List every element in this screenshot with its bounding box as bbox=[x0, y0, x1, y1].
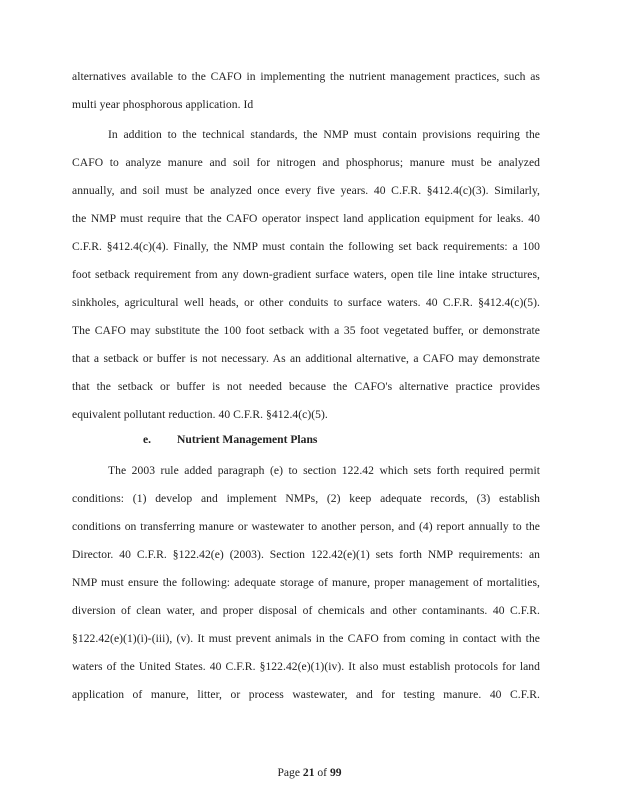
paragraph-line: §122.42(e)(1)(i)-(iii), (v). It must prevent animals in the CAFO from coming in contact with the bbox=[72, 632, 540, 645]
paragraph-line: multi year phosphorous application. Id bbox=[72, 98, 254, 111]
paragraph-line: alternatives available to the CAFO in implementing the nutrient management practices, such as bbox=[72, 70, 540, 83]
current-page-number: 21 bbox=[302, 766, 315, 779]
paragraph-line: sinkholes, agricultural well heads, or other conduits to surface waters. 40 C.F.R. §412.4(c)(5). bbox=[72, 296, 540, 309]
paragraph-line: CAFO to analyze manure and soil for nitrogen and phosphorus; manure must be analyzed bbox=[72, 156, 540, 169]
section-heading-title: Nutrient Management Plans bbox=[177, 433, 318, 446]
total-page-count: 99 bbox=[329, 766, 342, 779]
paragraph-line: Director. 40 C.F.R. §122.42(e) (2003). Section 122.42(e)(1) sets forth NMP requirements: an bbox=[72, 548, 540, 561]
paragraph-line: C.F.R. §412.4(c)(4). Finally, the NMP must contain the following set back requirements: a 100 bbox=[72, 240, 540, 253]
paragraph-line: conditions: (1) develop and implement NMPs, (2) keep adequate records, (3) establish bbox=[72, 492, 540, 505]
paragraph-line: In addition to the technical standards, the NMP must contain provisions requiring the bbox=[108, 128, 540, 141]
paragraph-line: waters of the United States. 40 C.F.R. §122.42(e)(1)(iv). It also must establish protocols for land bbox=[72, 660, 540, 673]
page-of-label: of bbox=[314, 766, 330, 779]
paragraph-line: The CAFO may substitute the 100 foot setback with a 35 foot vegetated buffer, or demonstrate bbox=[72, 324, 540, 337]
paragraph-line: that the setback or buffer is not needed because the CAFO's alternative practice provides bbox=[72, 380, 540, 393]
paragraph-line: application of manure, litter, or process wastewater, and for testing manure. 40 C.F.R. bbox=[72, 688, 540, 701]
paragraph-line: NMP must ensure the following: adequate storage of manure, proper management of mortalities, bbox=[72, 576, 540, 589]
paragraph-line: foot setback requirement from any down-gradient surface waters, open tile line intake structures, bbox=[72, 268, 540, 281]
paragraph-line: equivalent pollutant reduction. 40 C.F.R. §412.4(c)(5). bbox=[72, 408, 328, 421]
section-heading-label: e. bbox=[143, 433, 152, 446]
paragraph-line: conditions on transferring manure or wastewater to another person, and (4) report annually to the bbox=[72, 520, 540, 533]
paragraph-line: annually, and soil must be analyzed once every five years. 40 C.F.R. §412.4(c)(3). Similarly, bbox=[72, 184, 540, 197]
section-heading bbox=[143, 433, 317, 447]
page-label: Page bbox=[277, 766, 303, 779]
paragraph-line: The 2003 rule added paragraph (e) to section 122.42 which sets forth required permit bbox=[108, 464, 540, 477]
paragraph-line: diversion of clean water, and proper disposal of chemicals and other contaminants. 40 C.F.R. bbox=[72, 604, 540, 617]
paragraph-line: the NMP must require that the CAFO operator inspect land application equipment for leaks. 40 bbox=[72, 212, 540, 225]
page-footer bbox=[0, 766, 619, 780]
paragraph-line: that a setback or buffer is not necessary. As an additional alternative, a CAFO may demonstrate bbox=[72, 352, 540, 365]
